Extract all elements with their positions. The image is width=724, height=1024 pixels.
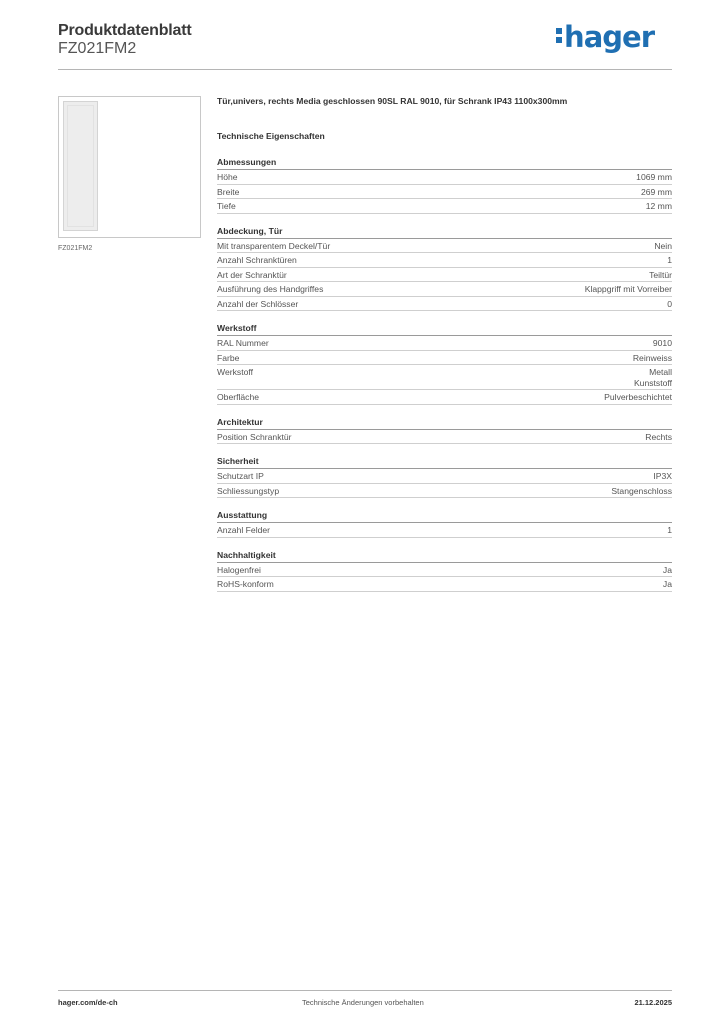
property-row bbox=[217, 199, 672, 214]
logo-text: hager bbox=[564, 20, 654, 54]
property-value bbox=[654, 241, 672, 252]
property-row bbox=[217, 268, 672, 283]
property-row bbox=[217, 253, 672, 268]
property-value-text: Stangenschloss bbox=[611, 485, 672, 496]
product-code: FZ021FM2 bbox=[58, 40, 137, 57]
property-label: RoHS-konform bbox=[217, 579, 274, 589]
property-row bbox=[217, 239, 672, 254]
section-ausstattung bbox=[217, 510, 672, 538]
property-label: Farbe bbox=[217, 352, 240, 363]
property-row bbox=[217, 484, 672, 499]
tech-properties-title: Technische Eigenschaften bbox=[217, 131, 325, 141]
property-label: Anzahl Schranktüren bbox=[217, 255, 297, 265]
property-label: Tiefe bbox=[217, 201, 236, 211]
property-value bbox=[649, 270, 672, 281]
section-sicherheit bbox=[217, 456, 672, 498]
property-value bbox=[585, 284, 672, 295]
property-value bbox=[653, 471, 672, 482]
property-row bbox=[217, 170, 672, 185]
property-row bbox=[217, 336, 672, 351]
property-value-text: Klappgriff mit Vorreiber bbox=[584, 284, 672, 294]
section-title: Ausstattung bbox=[217, 510, 672, 523]
section-title: Abdeckung, Tür bbox=[217, 226, 672, 239]
image-caption: FZ021FM2 bbox=[58, 245, 93, 252]
property-row bbox=[217, 351, 672, 366]
property-row bbox=[217, 297, 672, 312]
section-abdeckung-tür bbox=[217, 226, 672, 312]
property-value-text: Ja bbox=[662, 564, 672, 575]
property-row bbox=[217, 185, 672, 200]
property-row bbox=[217, 430, 672, 445]
page-title: Produktdatenblatt bbox=[58, 22, 192, 39]
property-value bbox=[663, 579, 672, 590]
property-value bbox=[634, 367, 672, 388]
product-image bbox=[58, 96, 201, 238]
property-value bbox=[667, 255, 672, 266]
property-value-text: Reinweiss bbox=[632, 352, 672, 363]
footer-divider bbox=[58, 990, 672, 991]
product-details bbox=[217, 96, 672, 592]
property-label: Anzahl der Schlösser bbox=[217, 298, 299, 309]
property-label: Halogenfrei bbox=[217, 564, 261, 575]
property-label: Oberfläche bbox=[217, 392, 260, 402]
section-title: Sicherheit bbox=[217, 456, 672, 469]
property-value bbox=[663, 565, 672, 576]
property-label: Schutzart IP bbox=[217, 471, 264, 481]
property-row bbox=[217, 577, 672, 592]
property-value-text: Metall bbox=[649, 367, 672, 377]
property-label: Schliessungstyp bbox=[217, 485, 280, 496]
door-illustration bbox=[63, 101, 98, 231]
property-value-text: 269 mm bbox=[640, 186, 672, 197]
product-description: Tür,univers, rechts Media geschlossen 90SL RAL 9010, für Schrank IP43 1100x300mm bbox=[217, 96, 568, 106]
property-value-text: Rechts bbox=[645, 431, 672, 442]
section-werkstoff bbox=[217, 323, 672, 405]
property-value-text: Ja bbox=[662, 579, 672, 589]
property-value-text: 1 bbox=[667, 255, 672, 265]
property-value bbox=[667, 299, 672, 310]
property-label: Werkstoff bbox=[217, 367, 253, 377]
property-value bbox=[646, 201, 672, 212]
property-row bbox=[217, 282, 672, 297]
property-value bbox=[633, 353, 672, 364]
property-value-text: Pulverbeschichtet bbox=[604, 392, 672, 402]
properties-sections bbox=[217, 157, 672, 592]
property-row bbox=[217, 365, 672, 390]
property-row bbox=[217, 390, 672, 405]
footer-date: 21.12.2025 bbox=[634, 998, 672, 1007]
property-value-text: 12 mm bbox=[645, 201, 672, 211]
property-row bbox=[217, 523, 672, 538]
property-label: Höhe bbox=[217, 172, 238, 182]
property-label: Ausführung des Handgriffes bbox=[217, 284, 324, 294]
property-value-text: Teiltür bbox=[649, 269, 672, 280]
hager-logo bbox=[556, 20, 654, 54]
section-title: Architektur bbox=[217, 417, 672, 430]
property-label: Anzahl Felder bbox=[217, 525, 271, 535]
property-value bbox=[667, 525, 672, 536]
property-value bbox=[636, 172, 672, 183]
logo-dots-icon bbox=[556, 25, 562, 45]
property-label: Position Schranktür bbox=[217, 431, 292, 442]
property-value bbox=[611, 486, 672, 497]
section-title: Abmessungen bbox=[217, 157, 672, 170]
property-value-text: 1069 mm bbox=[636, 172, 672, 182]
property-label: Mit transparentem Deckel/Tür bbox=[217, 240, 331, 251]
property-value-text: 1 bbox=[667, 525, 672, 535]
property-value bbox=[604, 392, 672, 403]
section-title: Werkstoff bbox=[217, 323, 672, 336]
property-label: RAL Nummer bbox=[217, 338, 269, 348]
section-nachhaltigkeit bbox=[217, 550, 672, 592]
property-label: Art der Schranktür bbox=[217, 269, 287, 280]
footer-note: Technische Änderungen vorbehalten bbox=[302, 998, 424, 1007]
section-title: Nachhaltigkeit bbox=[217, 550, 672, 563]
property-value-text: IP3X bbox=[653, 471, 672, 481]
footer-website[interactable]: hager.com/de-ch bbox=[58, 998, 118, 1007]
property-value-text: 9010 bbox=[652, 338, 672, 348]
property-value-text: Nein bbox=[654, 240, 672, 251]
page-header bbox=[58, 20, 672, 70]
section-architektur bbox=[217, 417, 672, 445]
property-value bbox=[645, 432, 672, 443]
header-divider bbox=[58, 69, 672, 70]
property-value-text: Kunststoff bbox=[633, 377, 672, 388]
property-value-text: 0 bbox=[667, 298, 672, 309]
property-label: Breite bbox=[217, 186, 240, 197]
property-row bbox=[217, 469, 672, 484]
section-abmessungen bbox=[217, 157, 672, 214]
property-row bbox=[217, 563, 672, 578]
property-value bbox=[641, 187, 672, 198]
property-value bbox=[653, 338, 672, 349]
